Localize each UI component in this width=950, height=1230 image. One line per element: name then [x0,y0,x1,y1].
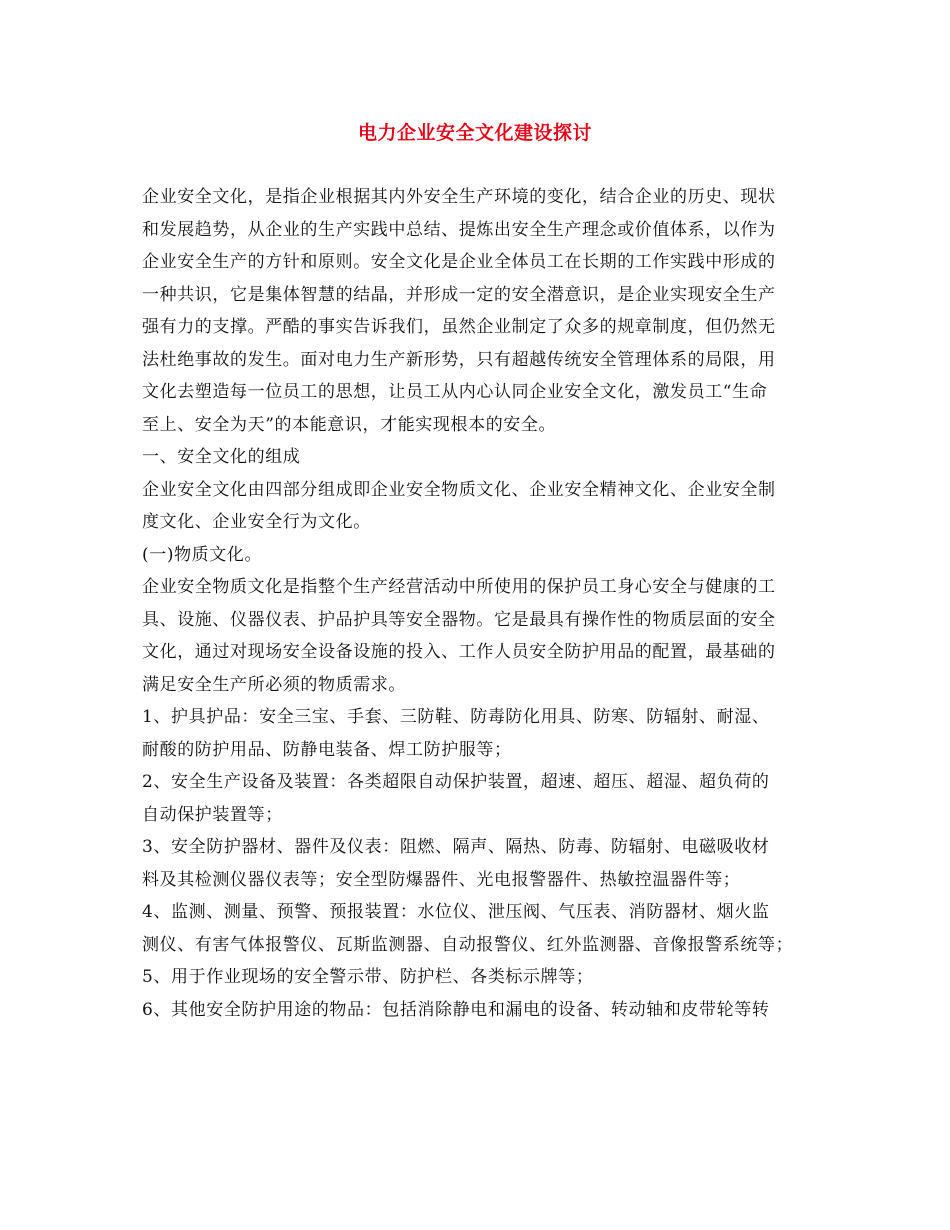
list-item-continued: 自动保护装置等； [142,804,283,825]
list-item: 6、其他安全防护用途的物品：包括消除静电和漏电的设备、转动轴和皮带轮等转 [142,999,770,1020]
document-title: 电力企业安全文化建设探讨 [357,122,592,144]
list-item: 5、用于作业现场的安全警示带、防护栏、各类标示牌等； [142,967,594,987]
text-line: 至上、安全为天”的本能意识，才能实现根本的安全。 [142,414,557,435]
text-line: 法杜绝事故的发生。面对电力生产新形势，只有超越传统安全管理体系的局限，用 [142,349,776,370]
subsection-heading: (一)物质文化。 [142,544,263,565]
text-line: 企业安全生产的方针和原则。安全文化是企业全体员工在长期的工作实践中形成的 [142,252,776,272]
text-line: 文化，通过对现场安全设备设施的投入、工作人员安全防护用品的配置，最基础的 [142,642,776,662]
text-line: 强有力的支撑。严酷的事实告诉我们，虽然企业制定了众多的规章制度，但仍然无 [142,317,776,337]
text-line: 企业安全物质文化是指整个生产经营活动中所使用的保护员工身心安全与健康的工 [142,577,776,597]
text-line: 一种共识，它是集体智慧的结晶，并形成一定的安全潜意识，是企业实现安全生产 [142,284,776,305]
text-line: 文化去塑造每一位员工的思想，让员工从内心认同企业安全文化，激发员工“生命 [142,382,768,402]
document-body [142,181,810,1026]
text-line: 具、设施、仪器仪表、护品护具等安全器物。它是最具有操作性的物质层面的安全 [142,609,776,630]
text-line: 和发展趋势，从企业的生产实践中总结、提炼出安全生产理念或价值体系，以作为 [142,219,776,240]
section-heading: 一、安全文化的组成 [142,447,301,467]
list-item-continued: 耐酸的防护用品、防静电装备、焊工防护服等； [142,739,512,760]
text-line: 企业安全文化由四部分组成即企业安全物质文化、企业安全精神文化、企业安全制 [142,479,776,500]
list-item: 2、安全生产设备及装置：各类超限自动保护装置，超速、超压、超湿、超负荷的 [142,772,770,792]
text-line: 企业安全文化，是指企业根据其内外安全生产环境的变化，结合企业的历史、现状 [142,187,776,207]
list-item: 1、护具护品：安全三宝、手套、三防鞋、防毒防化用具、防寒、防辐射、耐湿、 [142,707,770,727]
text-line: 度文化、企业安全行为文化。 [142,512,371,532]
text-line: 满足安全生产所必须的物质需求。 [142,674,406,695]
list-item: 3、安全防护器材、器件及仪表：阻燃、隔声、隔热、防毒、防辐射、电磁吸收材 [142,837,770,857]
list-item-continued: 测仪、有害气体报警仪、瓦斯监测器、自动报警仪、红外监测器、音像报警系统等； [142,934,794,955]
list-item: 4、监测、测量、预警、预报装置：水位仪、泄压阀、气压表、消防器材、烟火监 [142,902,770,922]
list-item-continued: 料及其检测仪器仪表等；安全型防爆器件、光电报警器件、热敏控温器件等； [142,869,741,890]
